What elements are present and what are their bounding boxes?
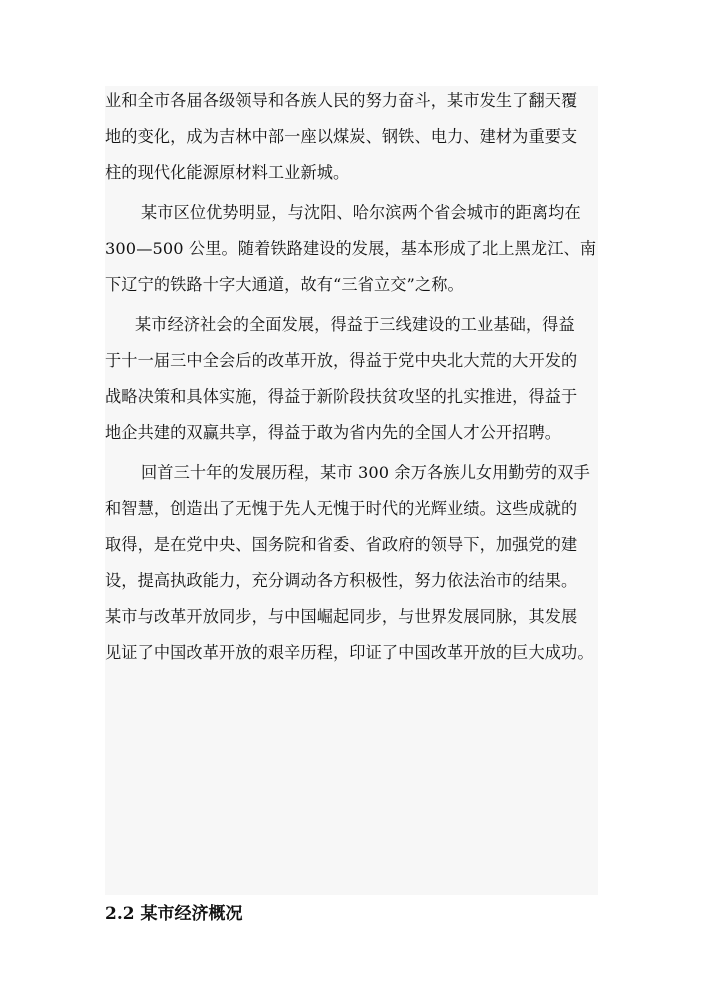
text-line-paragraph-start: 某市区位优势明显，与沈阳、哈尔滨两个省会城市的距离均在 [141,203,581,222]
text-line: 某市与改革开放同步，与中国崛起同步，与世界发展同脉，其发展 [105,607,578,626]
section-heading: 2.2 某市经济概况 [105,904,243,924]
text-line: 柱的现代化能源原材料工业新城。 [105,163,350,182]
text-line: 300—500 公里。随着铁路建设的发展，基本形成了北上黑龙江、南 [105,239,597,258]
text-line-paragraph-start: 某市经济社会的全面发展，得益于三线建设的工业基础，得益 [135,315,575,334]
text-line: 业和全市各届各级领导和各族人民的努力奋斗，某市发生了翻天覆 [105,91,578,110]
text-line: 设，提高执政能力，充分调动各方积极性，努力依法治市的结果。 [105,571,578,590]
text-line: 取得，是在党中央、国务院和省委、省政府的领导下，加强党的建 [105,535,578,554]
body-text-block [105,86,598,895]
text-line: 下辽宁的铁路十字大通道，故有“三省立交”之称。 [105,275,464,294]
text-line: 和智慧，创造出了无愧于先人无愧于时代的光辉业绩。这些成就的 [105,499,578,518]
text-line: 战略决策和具体实施，得益于新阶段扶贫攻坚的扎实推进，得益于 [105,387,578,406]
text-line: 地的变化，成为吉林中部一座以煤炭、钢铁、电力、建材为重要支 [105,127,578,146]
text-line: 见证了中国改革开放的艰辛历程，印证了中国改革开放的巨大成功。 [105,643,594,662]
text-line: 地企共建的双赢共享，得益于敢为省内先的全国人才公开招聘。 [105,423,562,442]
text-line-paragraph-start: 回首三十年的发展历程，某市 300 余万各族儿女用勤劳的双手 [141,463,590,482]
text-line: 于十一届三中全会后的改革开放，得益于党中央北大荒的大开发的 [105,351,578,370]
